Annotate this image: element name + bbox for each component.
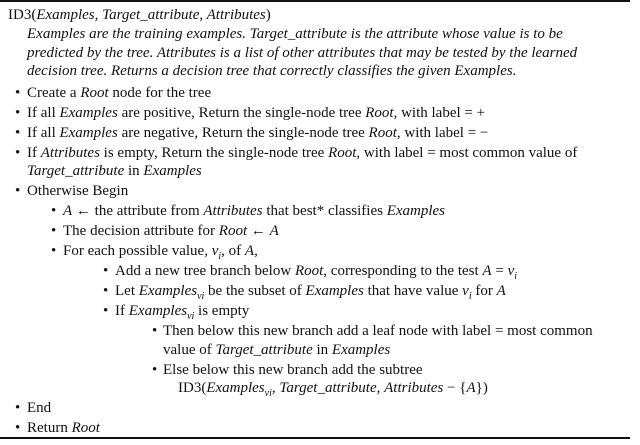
italic-text: Root bbox=[71, 420, 100, 436]
text: , with label = − bbox=[396, 124, 489, 141]
text: Then below this new branch add a leaf node with label = most common bbox=[163, 323, 593, 339]
italic-text: Root bbox=[368, 124, 397, 141]
text: The decision attribute for bbox=[63, 223, 219, 239]
text: , bbox=[254, 243, 258, 259]
text: For each possible value, bbox=[63, 243, 212, 259]
algorithm-step bbox=[178, 379, 488, 403]
bullet-icon: • bbox=[15, 124, 21, 141]
italic-text: A bbox=[269, 223, 279, 239]
text: , with label = most common value of bbox=[356, 144, 578, 161]
subscript: i bbox=[468, 291, 472, 302]
italic-text: predicted by the tree. Attributes is a list of other attributes that may be tested by the learned bbox=[27, 44, 578, 61]
italic-text: Examples bbox=[128, 303, 188, 319]
bottom-rule bbox=[0, 437, 630, 439]
bullet-icon: • bbox=[15, 420, 21, 436]
text: ID3( bbox=[8, 7, 37, 23]
bullet-icon: • bbox=[103, 283, 109, 299]
italic-text: A bbox=[63, 203, 73, 219]
italic-text: Target_attribute bbox=[27, 163, 125, 179]
bullet-icon: • bbox=[51, 243, 57, 259]
italic-text: Examples bbox=[206, 380, 265, 396]
italic-text: Examples bbox=[143, 163, 202, 179]
text: Create a bbox=[27, 84, 81, 101]
bullet-icon: • bbox=[15, 104, 21, 121]
italic-text: Root bbox=[328, 144, 357, 161]
algorithm-description-line bbox=[27, 62, 516, 80]
bullet-icon: • bbox=[103, 303, 109, 319]
italic-text: Target_attribute bbox=[279, 380, 377, 396]
text: ← bbox=[247, 223, 270, 239]
italic-text: Examples bbox=[386, 203, 446, 219]
text: , with label = + bbox=[393, 104, 486, 121]
bullet-icon: • bbox=[15, 400, 21, 416]
algorithm-step bbox=[27, 419, 100, 437]
algorithm-step bbox=[27, 124, 488, 142]
text: If all bbox=[27, 124, 60, 141]
italic-text: A bbox=[482, 263, 492, 279]
italic-text: Examples bbox=[59, 124, 118, 141]
subscript: vi bbox=[264, 388, 272, 399]
bullet-icon: • bbox=[152, 361, 158, 378]
text: Else below this new branch add the subtree bbox=[163, 361, 423, 378]
italic-text: Target_attribute bbox=[215, 341, 313, 358]
italic-text: Examples, Target_attribute, Attributes bbox=[36, 7, 266, 23]
subscript: vi bbox=[197, 291, 205, 302]
algorithm-step bbox=[27, 144, 577, 162]
text: ) bbox=[265, 7, 271, 23]
algorithm-signature bbox=[8, 6, 271, 24]
text: = bbox=[491, 263, 508, 279]
bullet-icon: • bbox=[103, 263, 109, 279]
text: in bbox=[124, 163, 144, 179]
algorithm-step bbox=[27, 182, 128, 200]
italic-text: Root bbox=[365, 104, 394, 121]
text: , of bbox=[221, 243, 245, 259]
italic-text: Attributes bbox=[384, 380, 444, 396]
text: are positive, Return the single-node tree bbox=[117, 104, 366, 121]
algorithm-step bbox=[163, 341, 390, 359]
text: Otherwise Begin bbox=[27, 183, 129, 199]
italic-text: v bbox=[462, 283, 469, 299]
text: is empty bbox=[194, 303, 250, 319]
algorithm-step bbox=[27, 104, 485, 122]
italic-text: v bbox=[211, 243, 219, 259]
subscript: vi bbox=[187, 311, 195, 322]
text: − { bbox=[443, 380, 467, 396]
bullet-icon: • bbox=[15, 183, 21, 199]
text: value of bbox=[163, 341, 216, 358]
algorithm-step bbox=[27, 399, 51, 417]
text: Add a new tree branch below bbox=[115, 263, 295, 279]
top-rule bbox=[0, 0, 630, 2]
algorithm-step bbox=[63, 202, 445, 220]
italic-text: Root bbox=[80, 84, 109, 101]
italic-text: Examples bbox=[331, 341, 391, 358]
text: ID3( bbox=[178, 380, 207, 396]
italic-text: Examples bbox=[138, 283, 198, 299]
bullet-icon: • bbox=[152, 323, 158, 339]
text: for bbox=[471, 283, 497, 299]
italic-text: Root bbox=[294, 263, 324, 279]
text: are negative, Return the single-node tree bbox=[117, 124, 369, 141]
text: that best* classifies bbox=[262, 203, 387, 219]
text: If all bbox=[27, 104, 60, 121]
text: End bbox=[27, 400, 52, 416]
italic-text: A bbox=[466, 380, 476, 396]
italic-text: Examples bbox=[59, 104, 118, 121]
text: If bbox=[27, 144, 41, 161]
text: , bbox=[271, 380, 280, 396]
text: node for the tree bbox=[108, 84, 212, 101]
text: Let bbox=[115, 283, 139, 299]
subscript: i bbox=[218, 251, 222, 262]
algorithm-step bbox=[163, 361, 423, 379]
italic-text: A bbox=[496, 283, 506, 299]
bullet-icon: • bbox=[51, 203, 57, 219]
text: is empty, Return the single-node tree bbox=[99, 144, 329, 161]
text: Return bbox=[27, 420, 72, 436]
italic-text: decision tree. Returns a decision tree that correctly classifies the given Examples. bbox=[27, 63, 517, 79]
algorithm-step bbox=[27, 162, 202, 180]
text: , bbox=[376, 380, 385, 396]
text: that have value bbox=[363, 283, 463, 299]
italic-text: Root bbox=[218, 223, 248, 239]
bullet-icon: • bbox=[15, 84, 21, 101]
bullet-icon: • bbox=[15, 144, 21, 161]
italic-text: Examples bbox=[305, 283, 364, 299]
text: be the subset of bbox=[204, 283, 306, 299]
algorithm-step bbox=[163, 322, 593, 340]
algorithm-step bbox=[63, 222, 279, 240]
algorithm-step bbox=[27, 84, 211, 102]
text: If bbox=[115, 303, 129, 319]
italic-text: A bbox=[244, 243, 255, 259]
italic-text: Attributes bbox=[40, 144, 100, 161]
bullet-icon: • bbox=[51, 223, 57, 239]
italic-text: Attributes bbox=[203, 203, 263, 219]
text: , corresponding to the test bbox=[323, 263, 483, 279]
subscript: i bbox=[514, 271, 518, 282]
italic-text: Examples are the training examples. Target_attribute is the attribute whose value is to be bbox=[27, 26, 563, 42]
text: ← the attribute from bbox=[72, 203, 204, 219]
text: }) bbox=[475, 380, 488, 396]
text: in bbox=[312, 341, 332, 358]
italic-text: v bbox=[507, 263, 515, 279]
algorithm-description-line bbox=[27, 44, 577, 62]
algorithm-description-line bbox=[27, 25, 563, 43]
